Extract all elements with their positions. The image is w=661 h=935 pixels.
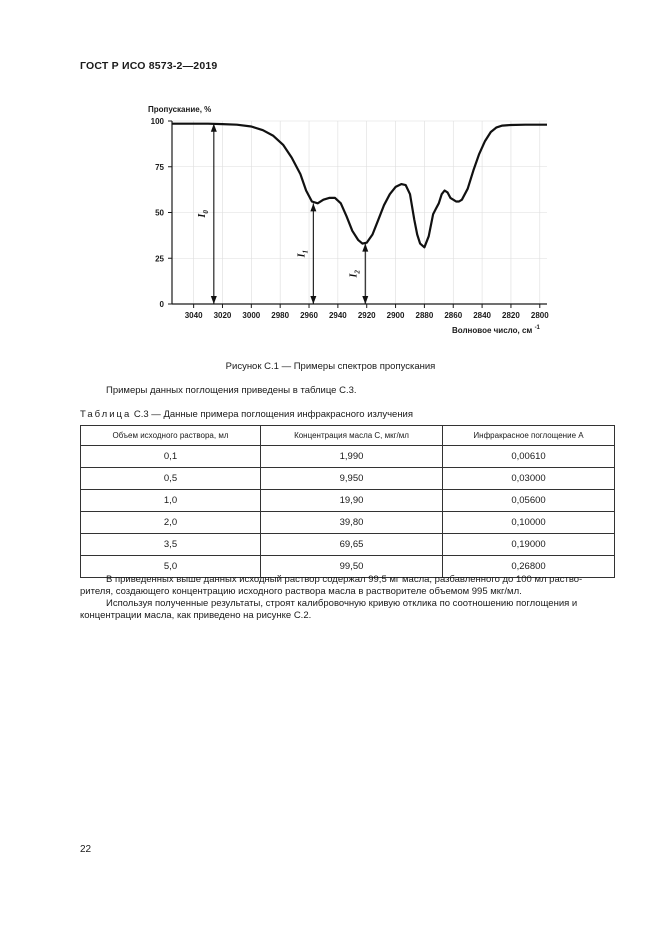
cell-volume: 2,0 — [81, 512, 261, 534]
cell-concentration: 9,950 — [261, 468, 443, 490]
cell-concentration: 39,80 — [261, 512, 443, 534]
table-row — [81, 512, 615, 534]
spectrum-line — [172, 124, 547, 248]
x-tick-label: 2840 — [473, 311, 491, 320]
x-tick-label: 3040 — [184, 311, 203, 320]
cell-volume: 3,5 — [81, 534, 261, 556]
body-paragraph-1-line-2: рителя, создающего концентрацию исходного раствора масла в растворителе объемом 995 мкг/мл. — [80, 586, 522, 597]
cell-concentration: 69,65 — [261, 534, 443, 556]
intro-text: Примеры данных поглощения приведены в таблице С.3. — [106, 385, 357, 396]
x-tick-label: 2960 — [300, 311, 318, 320]
absorption-table — [80, 425, 615, 578]
x-tick-label: 3020 — [213, 311, 232, 320]
cell-absorbance: 0,26800 — [443, 556, 615, 578]
annotation-i1-arrow-bottom — [310, 296, 316, 304]
y-tick-label: 50 — [155, 208, 164, 218]
col-header-absorbance: Инфракрасное поглощение А — [443, 426, 615, 446]
y-tick-label: 25 — [155, 254, 164, 264]
x-tick-label: 2820 — [502, 311, 520, 320]
y-tick-label: 75 — [155, 162, 164, 172]
y-tick-label: 0 — [159, 300, 164, 309]
cell-volume: 5,0 — [81, 556, 261, 578]
annotation-i1-subscript: 1 — [301, 249, 310, 254]
cell-absorbance: 0,10000 — [443, 512, 615, 534]
figure-caption: Рисунок С.1 — Примеры спектров пропускания — [225, 361, 436, 372]
cell-concentration: 99,50 — [261, 556, 443, 578]
cell-concentration: 19,90 — [261, 490, 443, 512]
col-header-volume: Объем исходного раствора, мл — [81, 426, 261, 446]
cell-absorbance: 0,19000 — [443, 534, 615, 556]
page-number: 22 — [80, 844, 92, 855]
x-tick-label: 2920 — [357, 311, 376, 320]
x-axis-label — [452, 325, 541, 335]
annotation-i1-arrow-top — [310, 203, 316, 211]
annotation-i2-label: $I_2$ — [348, 270, 362, 278]
table-title — [80, 409, 413, 420]
document-header: ГОСТ Р ИСО 8573-2—2019 — [80, 60, 218, 72]
table-row — [81, 446, 615, 468]
cell-volume: 1,0 — [81, 490, 261, 512]
table-header-row — [81, 426, 615, 446]
annotation-i0-arrow-bottom — [211, 296, 217, 304]
x-tick-label: 2880 — [415, 311, 434, 320]
annotation-i2-arrow-top — [362, 244, 368, 252]
table-row — [81, 468, 615, 490]
cell-volume: 0,1 — [81, 446, 261, 468]
body-paragraph-1-line-1: В приведенных выше данных исходный раствор содержал 99,5 мг масла, разбавленного до 100 мл раство- — [106, 574, 583, 585]
col-header-concentration: Концентрация масла С, мкг/мл — [261, 426, 443, 446]
y-tick-label: 100 — [150, 117, 164, 126]
cell-concentration: 1,990 — [261, 446, 443, 468]
table-row — [81, 534, 615, 556]
cell-absorbance: 0,03000 — [443, 468, 615, 490]
annotation-i1-label: $I_1$ — [296, 249, 310, 258]
table-row — [81, 490, 615, 512]
annotation-i2-arrow-bottom — [362, 296, 368, 304]
annotation-i0-label: $I_0$ — [196, 210, 210, 218]
table-title-rest: С.3 — Данные примера поглощения инфракрасного излучения — [131, 409, 414, 420]
x-axis-label-text: Волновое число, см — [452, 326, 533, 335]
x-tick-label: 3000 — [242, 311, 261, 320]
annotation-i0-subscript: 0 — [201, 210, 210, 214]
table-title-prefix: Таблица — [80, 409, 132, 420]
y-axis-label: Пропускание, % — [148, 105, 212, 114]
cell-volume: 0,5 — [81, 468, 261, 490]
annotation-i2-subscript: 2 — [353, 270, 362, 274]
cell-absorbance: 0,00610 — [443, 446, 615, 468]
x-axis-label-sup: -1 — [534, 325, 540, 331]
x-tick-label: 2860 — [444, 311, 463, 320]
x-tick-label: 2800 — [530, 311, 549, 320]
transmittance-spectrum-chart — [0, 0, 661, 360]
x-tick-label: 2980 — [271, 311, 290, 320]
cell-absorbance: 0,05600 — [443, 490, 615, 512]
x-tick-label: 2900 — [386, 311, 405, 320]
body-paragraph-2-line-1: Используя полученные результаты, строят калибровочную кривую отклика по соотношению поглощения и — [106, 598, 578, 609]
body-paragraph-2-line-2: концентрации масла, как приведено на рисунке С.2. — [80, 610, 312, 621]
x-tick-label: 2940 — [328, 311, 347, 320]
